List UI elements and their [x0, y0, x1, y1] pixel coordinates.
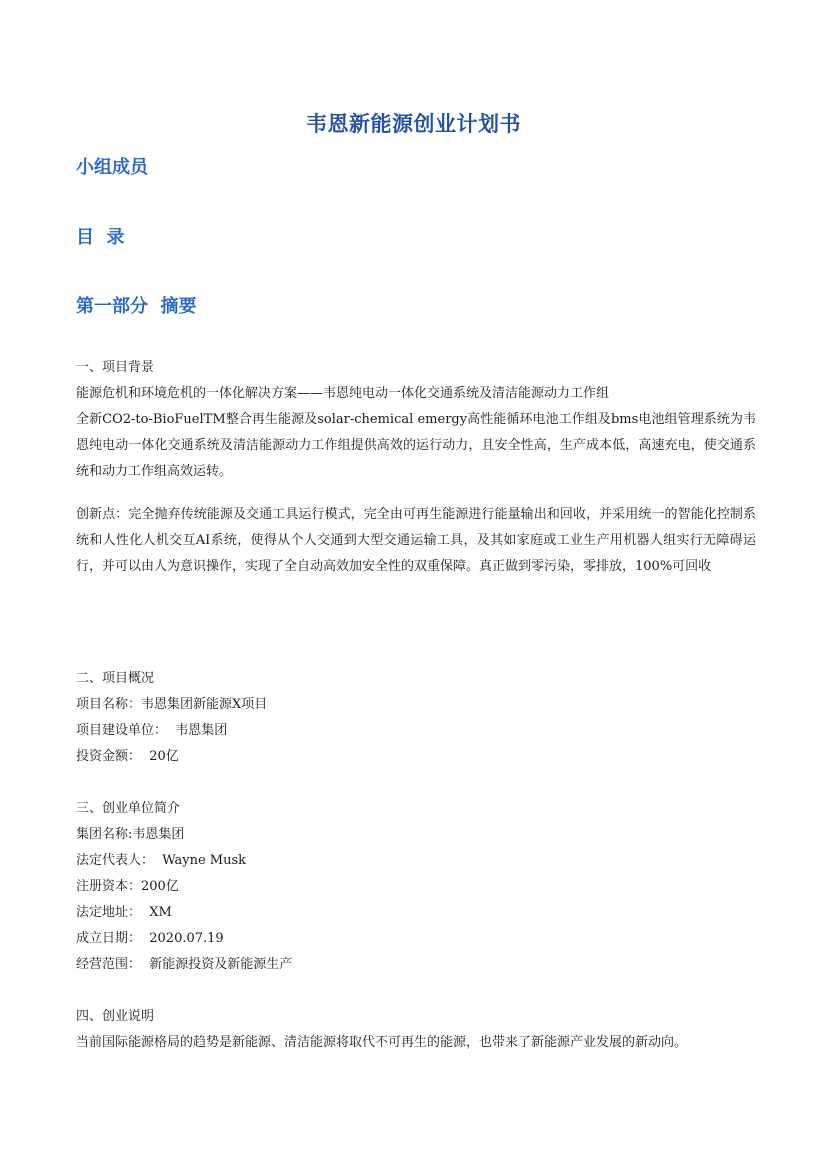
document-title: 韦恩新能源创业计划书 [306, 112, 521, 136]
explanation-heading: 四、创业说明 [76, 1009, 155, 1024]
section-background [76, 355, 756, 485]
company-heading: 三、创业单位简介 [76, 801, 181, 816]
company-representative: 法定代表人： Wayne Musk [76, 853, 247, 868]
overview-heading: 二、项目概况 [76, 671, 155, 686]
overview-investment: 投资金额： 20亿 [76, 749, 179, 764]
background-paragraph-2: 创新点：完全抛弃传统能源及交通工具运行模式，完全由可再生能源进行能量输出和回收，并采用统一的智能化控制系统和人性化人机交互AI系统，使得从个人交通到大型交通运输工具，及其如家庭或工业生产用机器人组实行无障碍运行，并可以由人为意识操作，实现了全自动高效加安全性的双重保障。真正做到零污染，零排放，100%可回收 [76, 507, 756, 574]
company-scope: 经营范围： 新能源投资及新能源生产 [76, 957, 293, 972]
background-paragraph-1: 全新CO2-to-BioFuelTM整合再生能源及solar-chemical emergy高性能循环电池工作组及bms电池组管理系统为韦恩纯电动一体化交通系统及清洁能源动力工作组提供高效的运行动力，且安全性高，生产成本低，高速充电，使交通系统和动力工作组高效运转。 [76, 412, 756, 479]
section-explanation [76, 1004, 756, 1056]
background-heading: 一、项目背景 [76, 360, 155, 375]
background-line1: 能源危机和环境危机的一体化解决方案——韦恩纯电动一体化交通系统及清洁能源动力工作组 [76, 386, 610, 401]
heading-members: 小组成员 [76, 157, 148, 178]
section-company [76, 796, 756, 978]
company-group-name: 集团名称:韦恩集团 [76, 827, 185, 842]
company-founded: 成立日期： 2020.07.19 [76, 931, 224, 946]
explanation-text: 当前国际能源格局的趋势是新能源、清洁能源将取代不可再生的能源，也带来了新能源产业发展的新动向。 [76, 1035, 688, 1050]
section-innovation [76, 502, 756, 580]
section-overview [76, 666, 756, 770]
overview-construction-unit: 项目建设单位： 韦恩集团 [76, 723, 228, 738]
overview-project-name: 项目名称：韦恩集团新能源X项目 [76, 697, 268, 712]
company-capital: 注册资本：200亿 [76, 879, 179, 894]
heading-toc: 目 录 [76, 227, 125, 248]
company-address: 法定地址： XM [76, 905, 172, 920]
heading-part1: 第一部分 摘要 [76, 296, 197, 317]
